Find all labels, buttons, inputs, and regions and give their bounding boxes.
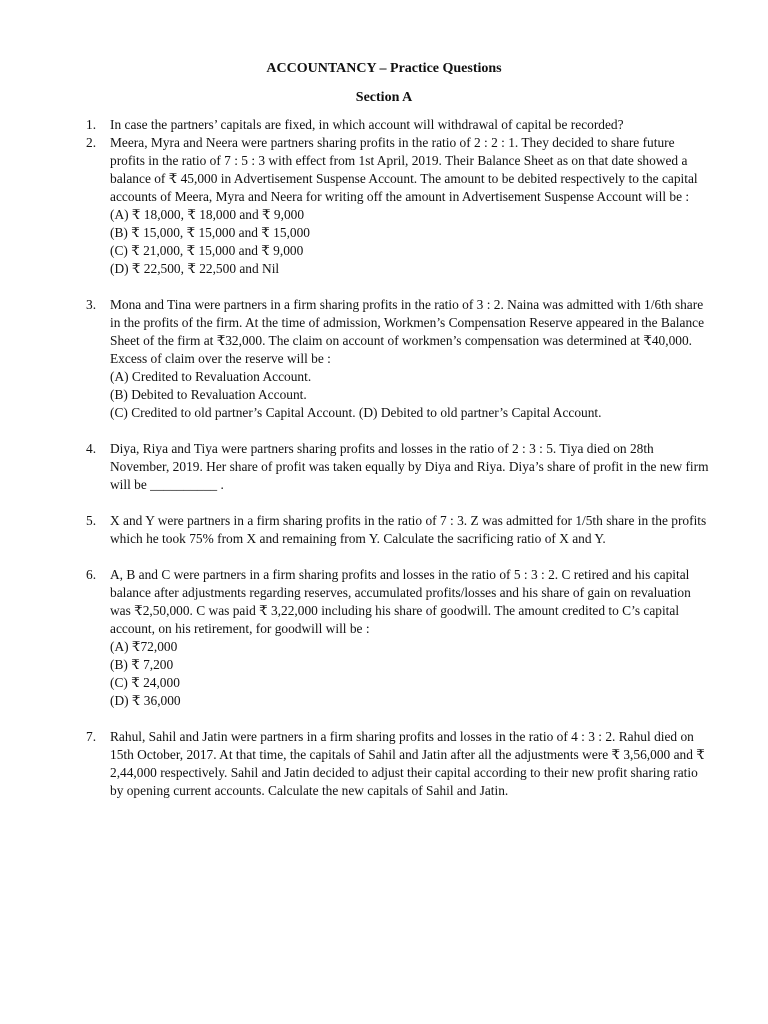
question-4: [86, 440, 710, 494]
question-list: [86, 116, 710, 800]
page-title: ACCOUNTANCY – Practice Questions: [266, 61, 502, 76]
question-number: 1.: [86, 117, 97, 132]
option-a: (A) ₹ 18,000, ₹ 18,000 and ₹ 9,000: [110, 207, 305, 222]
question-number: 5.: [86, 513, 97, 528]
question-number: 4.: [86, 441, 97, 456]
option-b: (B) ₹ 15,000, ₹ 15,000 and ₹ 15,000: [110, 225, 310, 240]
question-text: Diya, Riya and Tiya were partners sharing profits and losses in the ratio of 2 : 3 : 5. Tiya died on 28th November, 2019. Her share of profit was taken equally by Diya and Riya. Diya’s share of profit in the new firm will be __________ .: [110, 441, 709, 492]
question-content: [110, 566, 710, 710]
question-text: Mona and Tina were partners in a firm sharing profits in the ratio of 3 : 2. Naina was admitted with 1/6th share in the profits of the firm. At the time of admission, Workmen’s Compensation Reserve appeared in the Balance Sheet of the firm at ₹32,000. The claim on account of workmen’s compensation was determined at ₹40,000. Excess of claim over the reserve will be :: [110, 297, 705, 366]
option-a: (A) Credited to Revaluation Account.: [110, 369, 312, 384]
option-b: (B) ₹ 7,200: [110, 657, 174, 672]
question-number: 6.: [86, 567, 97, 582]
option-d: (D) ₹ 36,000: [110, 693, 181, 708]
option-c: (C) ₹ 24,000: [110, 675, 180, 690]
question-6: [86, 566, 710, 710]
question-content: [110, 296, 710, 422]
option-a: (A) ₹72,000: [110, 639, 178, 654]
question-text: A, B and C were partners in a firm sharing profits and losses in the ratio of 5 : 3 : 2. C retired and his capital balance after adjustments regarding reserves, accumulated profits/losses and his share of gain on revaluation was ₹2,50,000. C was paid ₹ 3,22,000 including his share of goodwill. The amount credited to C’s capital account, on his retirement, for goodwill will be :: [110, 567, 691, 636]
section-heading: Section A: [355, 90, 413, 105]
question-text: Meera, Myra and Neera were partners sharing profits in the ratio of 2 : 2 : 1. They decided to share future profits in the ratio of 7 : 5 : 3 with effect from 1st April, 2019. Their Balance Sheet as on that date showed a balance of ₹ 45,000 in Advertisement Suspense Account. The amount to be debited respectively to the capital accounts of Meera, Myra and Neera for writing off the amount in Advertisement Suspense Account will be :: [110, 135, 698, 204]
question-text: Rahul, Sahil and Jatin were partners in a firm sharing profits and losses in the ratio of 4 : 3 : 2. Rahul died on 15th October, 2017. At that time, the capitals of Sahil and Jatin after all the adjustments were ₹ 3,56,000 and ₹ 2,44,000 respectively. Sahil and Jatin decided to adjust their capital according to their new profit sharing ratio by opening current accounts. Calculate the new capitals of Sahil and Jatin.: [110, 729, 705, 798]
question-2: [86, 134, 710, 278]
question-text: In case the partners’ capitals are fixed, in which account will withdrawal of capital be recorded?: [110, 117, 624, 132]
question-content: [110, 134, 710, 278]
question-number: 7.: [86, 729, 97, 744]
question-5: [86, 512, 710, 548]
question-text: X and Y were partners in a firm sharing profits in the ratio of 7 : 3. Z was admitted for 1/5th share in the profits which he took 75% from X and remaining from Y. Calculate the sacrificing ratio of X and Y.: [110, 513, 707, 546]
question-1: [86, 116, 710, 134]
question-number: 3.: [86, 297, 97, 312]
option-c-d: (C) Credited to old partner’s Capital Account. (D) Debited to old partner’s Capital Account.: [110, 405, 602, 420]
question-3: [86, 296, 710, 422]
option-d: (D) ₹ 22,500, ₹ 22,500 and Nil: [110, 261, 280, 276]
question-number: 2.: [86, 135, 97, 150]
option-b: (B) Debited to Revaluation Account.: [110, 387, 307, 402]
question-7: [86, 728, 710, 800]
option-c: (C) ₹ 21,000, ₹ 15,000 and ₹ 9,000: [110, 243, 304, 258]
